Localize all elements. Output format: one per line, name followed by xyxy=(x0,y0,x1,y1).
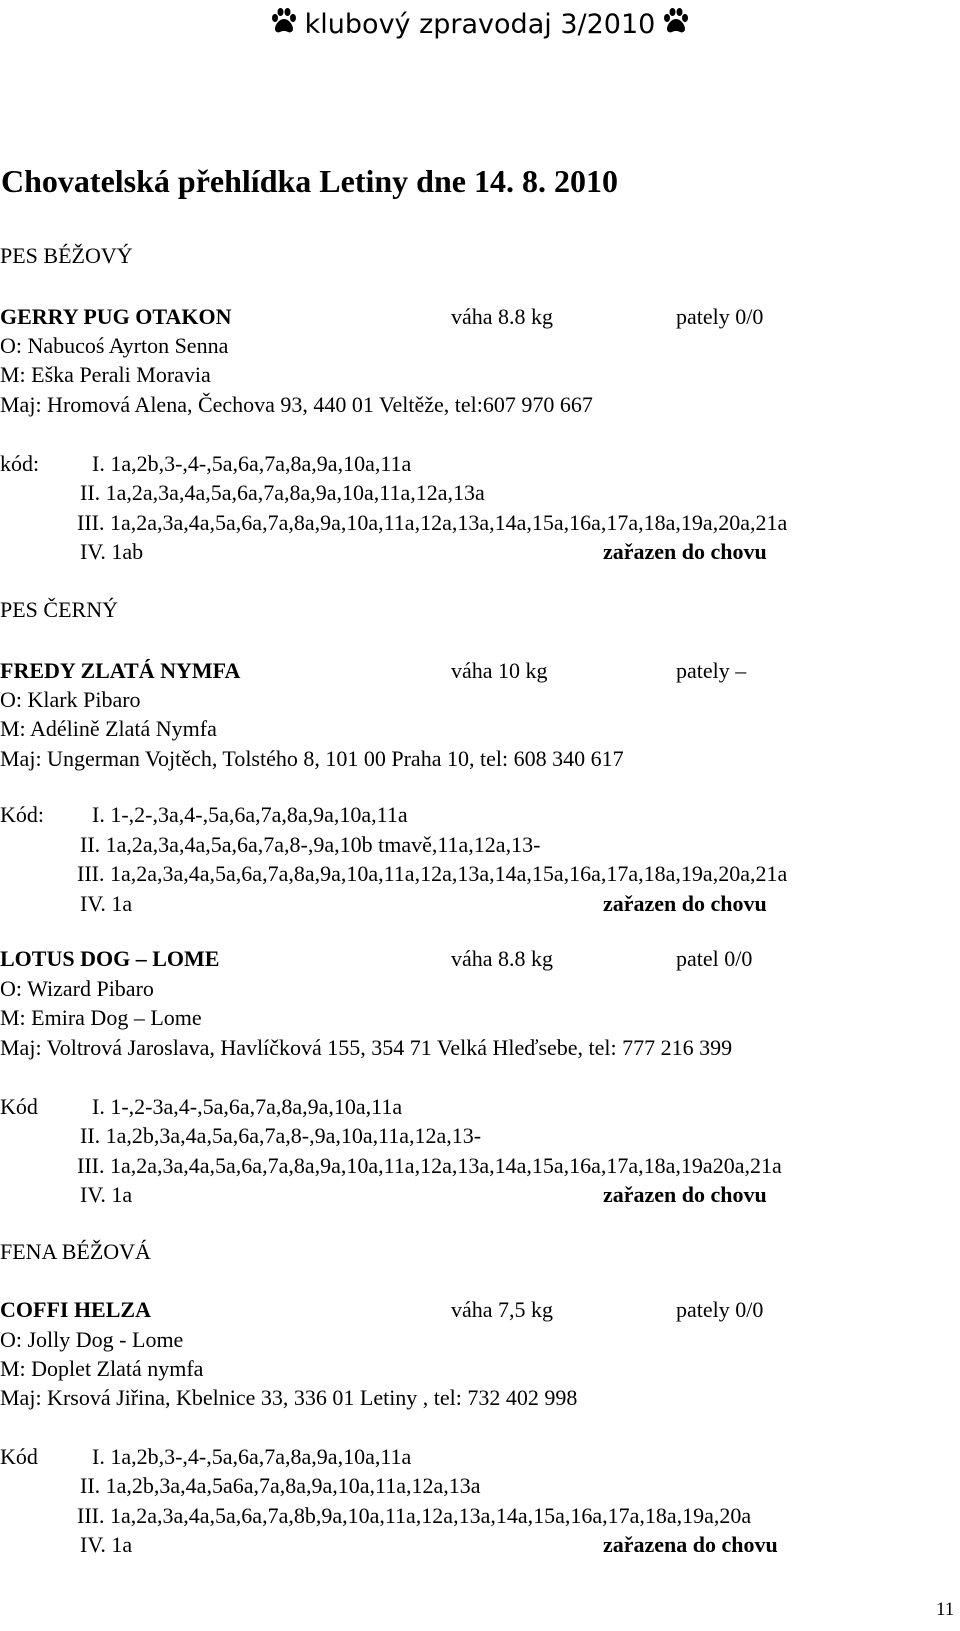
code-line: IV. 1a xyxy=(80,1532,133,1557)
breeding-result: zařazen do chovu xyxy=(603,539,767,564)
code-line: I. 1a,2b,3-,4-,5a,6a,7a,8a,9a,10a,11a xyxy=(92,451,412,476)
section-heading: FENA BÉŽOVÁ xyxy=(0,1239,151,1264)
dog-mother: M: Emira Dog – Lome xyxy=(0,1005,202,1030)
code-line: III. 1a,2a,3a,4a,5a,6a,7a,8a,9a,10a,11a,12a,13a,14a,15a,16a,17a,18a,19a,20a,21a xyxy=(77,510,788,535)
code-line: III. 1a,2a,3a,4a,5a,6a,7a,8a,9a,10a,11a,12a,13a,14a,15a,16a,17a,18a,19a,20a,21a xyxy=(77,861,788,886)
code-row xyxy=(0,1180,960,1210)
code-row xyxy=(0,889,960,919)
dog-owner: Maj: Hromová Alena, Čechova 93, 440 01 Veltěže, tel:607 970 667 xyxy=(0,392,593,417)
article-title: Chovatelská přehlídka Letiny dne 14. 8. 2010 xyxy=(1,163,618,199)
code-label: Kód xyxy=(0,1444,38,1469)
code-line: II. 1a,2a,3a,4a,5a,6a,7a,8a,9a,10a,11a,12a,13a xyxy=(80,480,485,505)
dog-patella: pately 0/0 xyxy=(676,1297,764,1322)
code-line: III. 1a,2a,3a,4a,5a,6a,7a,8b,9a,10a,11a,12a,13a,14a,15a,16a,17a,18a,19a,20a xyxy=(77,1503,752,1528)
page-header xyxy=(0,4,960,44)
dog-name: FREDY ZLATÁ NYMFA xyxy=(0,658,241,683)
section-heading: PES BÉŽOVÝ xyxy=(0,243,133,268)
paw-print-icon xyxy=(661,6,691,43)
code-line: II. 1a,2b,3a,4a,5a,6a,7a,8-,9a,10a,11a,12a,13- xyxy=(80,1123,482,1148)
dog-mother: M: Eška Perali Moravia xyxy=(0,362,211,387)
code-row xyxy=(0,449,960,479)
code-label: Kód xyxy=(0,1094,38,1119)
dog-father: O: Wizard Pibaro xyxy=(0,976,154,1001)
code-row xyxy=(0,1530,960,1560)
page-number: 11 xyxy=(936,1599,955,1620)
dog-owner: Maj: Krsová Jiřina, Kbelnice 33, 336 01 Letiny , tel: 732 402 998 xyxy=(0,1385,578,1410)
breeding-result: zařazen do chovu xyxy=(603,1182,767,1207)
dog-patella: patel 0/0 xyxy=(676,946,753,971)
dog-entry-header xyxy=(0,1295,960,1325)
breeding-result: zařazena do chovu xyxy=(603,1532,778,1557)
dog-owner: Maj: Ungerman Vojtěch, Tolstého 8, 101 00 Praha 10, tel: 608 340 617 xyxy=(0,746,624,771)
code-line: III. 1a,2a,3a,4a,5a,6a,7a,8a,9a,10a,11a,12a,13a,14a,15a,16a,17a,18a,19a20a,21a xyxy=(77,1153,782,1178)
paw-print-icon xyxy=(269,6,299,43)
newsletter-title: klubový zpravodaj 3/2010 xyxy=(304,8,656,40)
dog-father: O: Nabucoś Ayrton Senna xyxy=(0,333,229,358)
dog-weight: váha 7,5 kg xyxy=(451,1297,554,1322)
dog-owner: Maj: Voltrová Jaroslava, Havlíčková 155, 354 71 Velká Hleďsebe, tel: 777 216 399 xyxy=(0,1035,733,1060)
code-label: Kód: xyxy=(0,802,44,827)
dog-name: LOTUS DOG – LOME xyxy=(0,946,220,971)
code-line: II. 1a,2b,3a,4a,5a6a,7a,8a,9a,10a,11a,12a,13a xyxy=(80,1473,481,1498)
dog-name: GERRY PUG OTAKON xyxy=(0,304,232,329)
dog-entry-header xyxy=(0,656,960,686)
code-line: I. 1-,2-,3a,4-,5a,6a,7a,8a,9a,10a,11a xyxy=(92,802,408,827)
section-heading: PES ČERNÝ xyxy=(0,597,118,622)
dog-mother: M: Doplet Zlatá nymfa xyxy=(0,1356,204,1381)
dog-weight: váha 10 kg xyxy=(451,658,548,683)
dog-entry-header xyxy=(0,944,960,974)
code-label: kód: xyxy=(0,451,40,476)
code-row xyxy=(0,1442,960,1472)
code-line: IV. 1a xyxy=(80,891,133,916)
dog-name: COFFI HELZA xyxy=(0,1297,151,1322)
code-line: IV. 1a xyxy=(80,1182,133,1207)
code-row xyxy=(0,1092,960,1122)
dog-weight: váha 8.8 kg xyxy=(451,946,554,971)
dog-patella: pately 0/0 xyxy=(676,304,764,329)
dog-father: O: Jolly Dog - Lome xyxy=(0,1327,184,1352)
code-line: I. 1a,2b,3-,4-,5a,6a,7a,8a,9a,10a,11a xyxy=(92,1444,412,1469)
dog-mother: M: Adélině Zlatá Nymfa xyxy=(0,716,217,741)
code-row xyxy=(0,800,960,830)
code-line: I. 1-,2-3a,4-,5a,6a,7a,8a,9a,10a,11a xyxy=(92,1094,403,1119)
dog-weight: váha 8.8 kg xyxy=(451,304,554,329)
code-row xyxy=(0,537,960,567)
code-line: II. 1a,2a,3a,4a,5a,6a,7a,8-,9a,10b tmavě,11a,12a,13- xyxy=(80,832,541,857)
code-line: IV. 1ab xyxy=(80,539,144,564)
dog-patella: pately – xyxy=(676,658,747,683)
dog-entry-header xyxy=(0,302,960,332)
breeding-result: zařazen do chovu xyxy=(603,891,767,916)
dog-father: O: Klark Pibaro xyxy=(0,687,141,712)
